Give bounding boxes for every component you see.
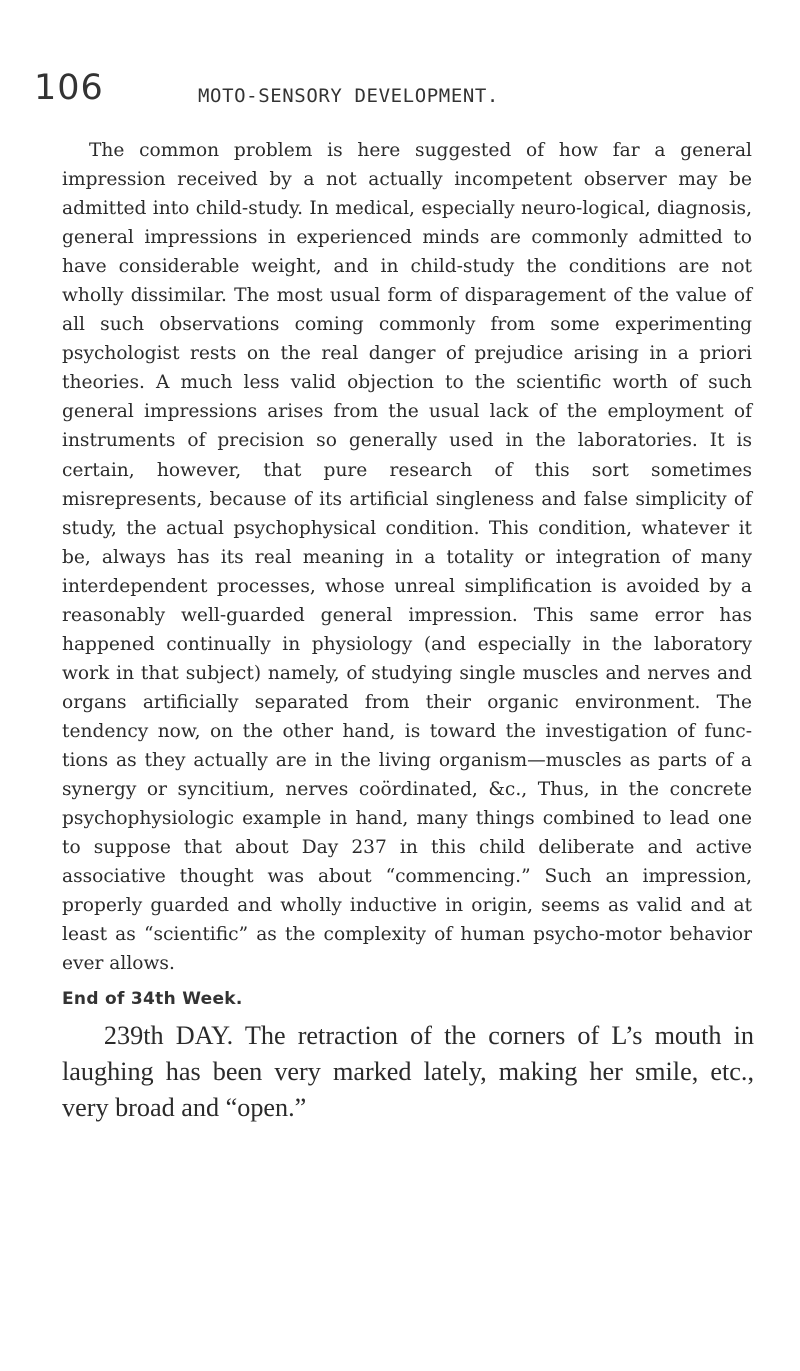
page-header: [34, 68, 754, 118]
body-paragraph: The common problem is here suggested of how far a general impression received by a not actually incompetent observer may be admitted into child-study. In medical, especially neuro-logical, diagnosis, general impressions in experienced minds are commonly admitted to have considerable weight, and in child-study the conditions are not wholly dissimilar. The most usual form of disparagement of the value of all such observations coming commonly from some experimenting psychologist rests on the real danger of prejudice arising in a priori theories. A much less valid objection to the scientific worth of such general impressions arises from the usual lack of the employment of instruments of precision so generally used in the laboratories. It is certain, however, that pure research of this sort sometimes misrepresents, because of its artificial singleness and false simplicity of study, the actual psychophysical condition. This condition, whatever it be, always has its real meaning in a totality or integration of many interdependent processes, whose unreal simplification is avoided by a reasonably well-guarded general impression. This same error has happened continually in physiology (and especially in the laboratory work in that subject) namely, of studying single muscles and nerves and organs artificially separated from their organic environment. The tendency now, on the other hand, is toward the investigation of func-tions as they actually are in the living organism—muscles as parts of a synergy or syncitium, nerves coördinated, &c., Thus, in the concrete psychophysiologic example in hand, many things combined to lead one to suppose that about Day 237 in this child deliberate and active associative thought was about “commencing.” Such an impression, properly guarded and wholly inductive in origin, seems as valid and at least as “scientific” as the complexity of human psycho-motor behavior ever allows.: [62, 140, 752, 975]
page-number: 106: [34, 68, 104, 108]
diary-entry-text: 239th DAY. The retraction of the corners of L’s mouth in laughing has been very marked lately, making her smile, etc., very broad and “open.”: [62, 1021, 754, 1122]
diary-entry: [62, 1018, 754, 1126]
week-marker: End of 34th Week.: [62, 989, 243, 1009]
running-head: MOTO-SENSORY DEVELOPMENT.: [198, 85, 499, 107]
main-body: [62, 136, 752, 978]
